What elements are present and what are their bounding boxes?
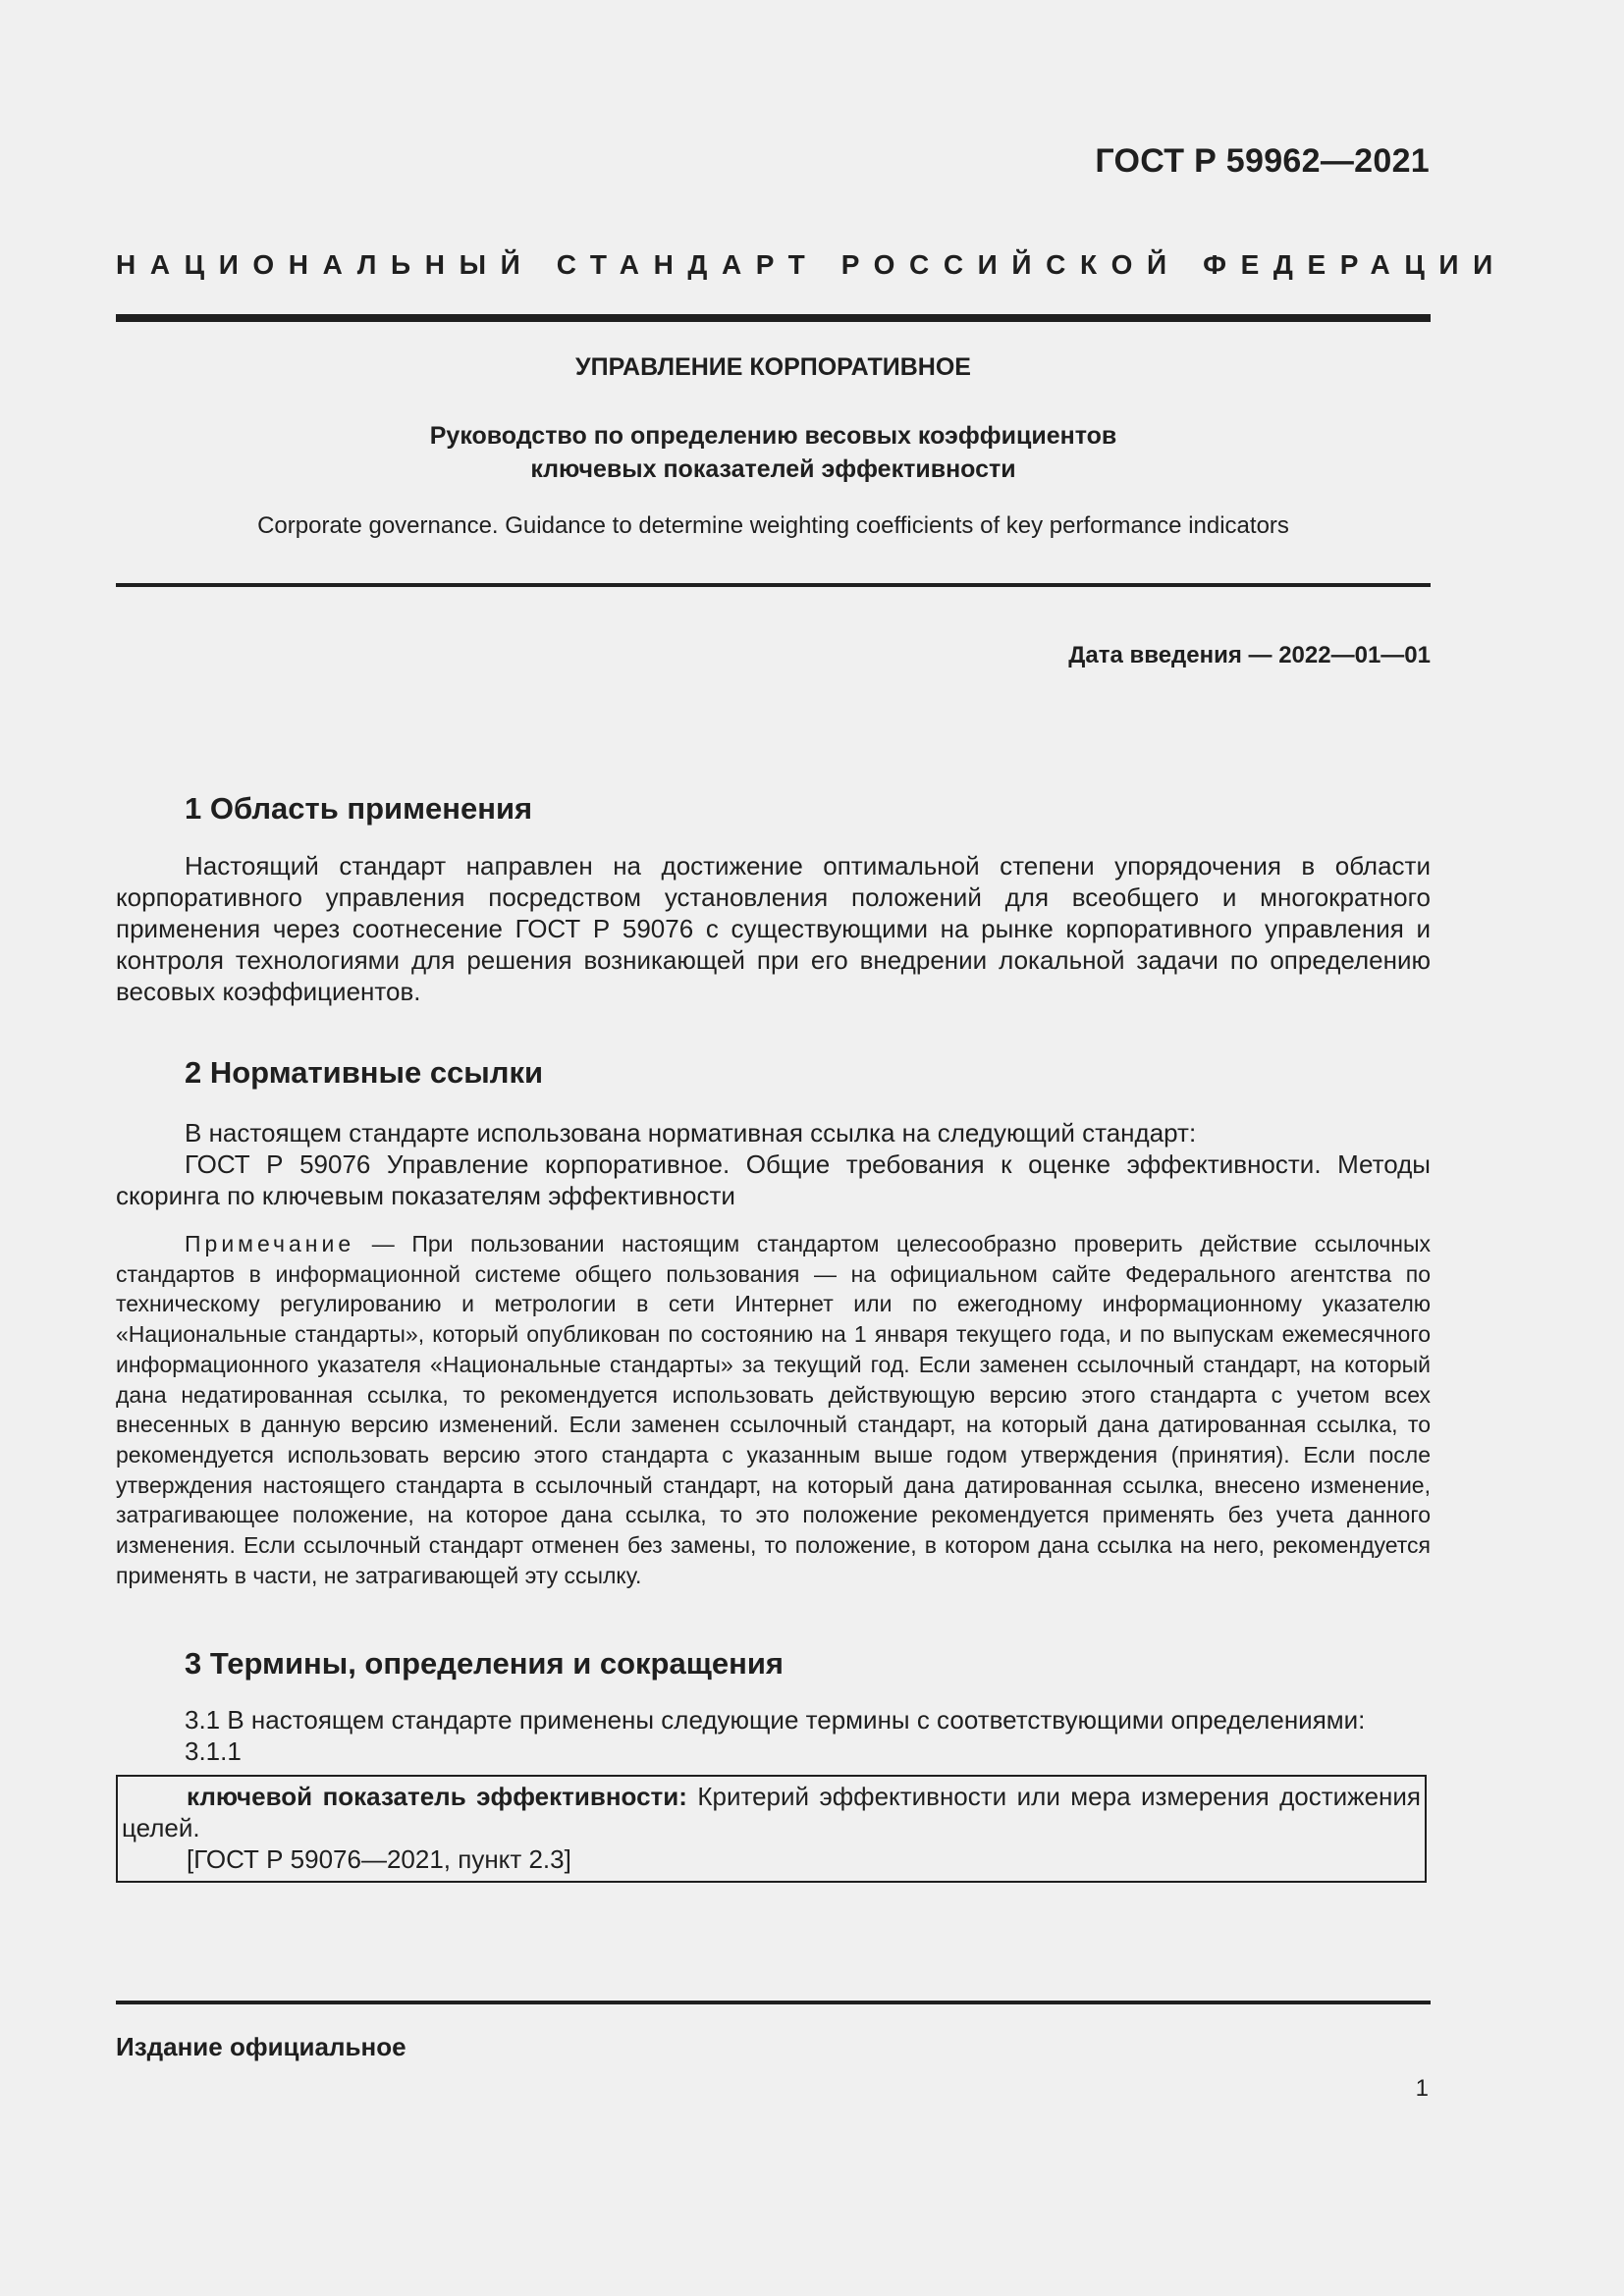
term-source: [ГОСТ Р 59076—2021, пункт 2.3] xyxy=(187,1844,571,1874)
document-title: УПРАВЛЕНИЕ КОРПОРАТИВНОЕ xyxy=(575,353,971,381)
national-standard-title: НАЦИОНАЛЬНЫЙ СТАНДАРТ РОССИЙСКОЙ ФЕДЕРАЦИИ xyxy=(116,249,1507,280)
terms-intro: 3.1 В настоящем стандарте применены следующие термины с соответствующими определениями: xyxy=(185,1705,1366,1735)
title-rule xyxy=(116,583,1431,587)
section-2-heading: 2 Нормативные ссылки xyxy=(185,1055,544,1090)
section-3-heading: 3 Термины, определения и сокращения xyxy=(185,1646,784,1681)
term-definition-box xyxy=(116,1775,1427,1883)
section-2-text xyxy=(116,1117,1431,1211)
subtitle-line-1: Руководство по определению весовых коэффициентов xyxy=(429,422,1117,450)
note-block xyxy=(116,1229,1431,1590)
section-1-heading: 1 Область применения xyxy=(185,791,533,826)
term-name: ключевой показатель эффективности: xyxy=(187,1782,687,1811)
section-3-text xyxy=(116,1704,1431,1767)
top-rule xyxy=(116,314,1431,322)
standard-number: ГОСТ Р 59962—2021 xyxy=(1095,142,1430,180)
note-text: — При пользовании настоящим стандартом целесообразно проверить действие ссылочных стандартов в информационной системе общего пользования — на официальном сайте Федерального агентства по техническому регулированию и метрологии в сети Интернет или по ежегодному информационному указателю «Национальные стандарты», который опубликован по состоянию на 1 января текущего года, и по выпускам ежемесячного информационного указателя «Национальные стандарты» за текущий год. Если заменен ссылочный стандарт, на который дана недатированная ссылка, то рекомендуется использовать действующую версию этого стандарта с учетом всех внесенных в данную версию изменений. Если заменен ссылочный стандарт, на который дана датированная ссылка, то рекомендуется использовать версию этого стандарта с указанным выше годом утверждения (принятия). Если после утверждения настоящего стандарта в ссылочный стандарт, на который дана датированная ссылка, внесено изменение, затрагивающее положение, на которое дана ссылка, то это положение рекомендуется применять без учета данного изменения. Если ссылочный стандарт отменен без замены, то положение, в котором дана ссылка на него, рекомендуется применять в части, не затрагивающей эту ссылку. xyxy=(116,1231,1431,1588)
introduction-date: Дата введения — 2022—01—01 xyxy=(1068,642,1431,668)
scope-paragraph: Настоящий стандарт направлен на достижение оптимальной степени упорядочения в области корпоративного управления посредством установления положений для всеобщего и многократного применения через соотнесение ГОСТ Р 59076 с существующими на рынке корпоративного управления и контроля технологиями для решения возникающей при его внедрении локальной задачи по определению весовых коэффициентов. xyxy=(116,851,1431,1006)
term-number: 3.1.1 xyxy=(185,1736,242,1766)
document-subtitle xyxy=(116,419,1431,486)
reference-item: ГОСТ Р 59076 Управление корпоративное. Общие требования к оценке эффективности. Методы скоринга по ключевым показателям эффективности xyxy=(116,1149,1431,1210)
note-label: Примечание xyxy=(185,1231,355,1256)
english-title: Corporate governance. Guidance to determine weighting coefficients of key performance indicators xyxy=(257,512,1289,539)
subtitle-line-2: ключевых показателей эффективности xyxy=(530,455,1016,483)
footer-rule xyxy=(116,2001,1431,2004)
term-definition: Критерий эффективности или мера измерения достижения целей. xyxy=(122,1782,1421,1842)
section-1-text xyxy=(116,850,1431,1007)
edition-label: Издание официальное xyxy=(116,2032,406,2061)
page-number: 1 xyxy=(1415,2075,1429,2102)
references-intro: В настоящем стандарте использована нормативная ссылка на следующий стандарт: xyxy=(185,1118,1197,1148)
